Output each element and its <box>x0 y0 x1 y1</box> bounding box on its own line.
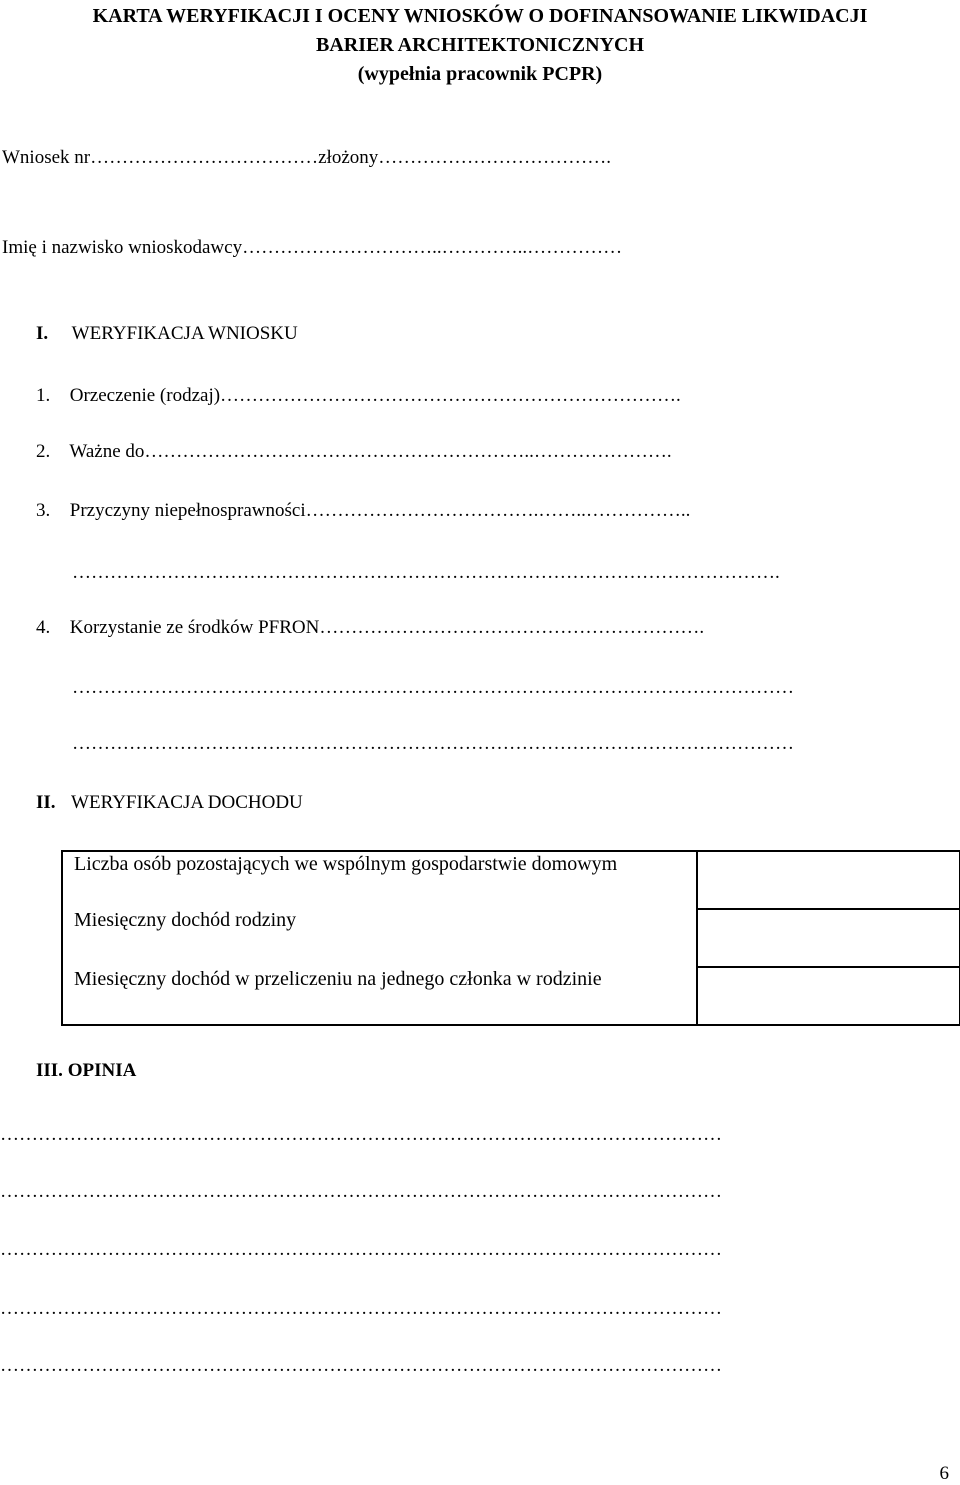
item-number: 3. <box>36 500 51 521</box>
application-number-field[interactable]: Wniosek nr………………………………złożony………………………………. <box>2 147 612 168</box>
item-number: 4. <box>36 617 51 638</box>
item-number: 1. <box>36 385 51 406</box>
item-wazne-do[interactable] <box>36 441 672 463</box>
household-count-value[interactable] <box>697 851 960 909</box>
title-line-3: (wypełnia pracownik PCPR) <box>357 63 603 85</box>
family-income-value[interactable] <box>697 909 960 967</box>
item-text: Korzystanie ze środków PFRON……………………………………………………. <box>69 617 705 638</box>
item-orzeczenie[interactable] <box>36 385 681 407</box>
section-2-title: WERYFIKACJA DOCHODU <box>71 792 303 813</box>
opinion-line-5[interactable]: …………………………………………………………………………………………………… <box>0 1355 722 1376</box>
family-income-label: Miesięczny dochód rodziny <box>62 909 697 967</box>
income-table <box>61 850 960 1026</box>
section-1-number: I. <box>36 323 49 344</box>
opinion-line-2[interactable]: …………………………………………………………………………………………………… <box>0 1181 722 1202</box>
section-2-heading <box>36 792 303 814</box>
applicant-name-field[interactable]: Imię i nazwisko wnioskodawcy…………………………..…………..…………… <box>2 237 623 258</box>
section-3-heading <box>36 1060 136 1082</box>
item-text: Orzeczenie (rodzaj)………………………………………………………………. <box>69 385 681 406</box>
item-przyczyny[interactable] <box>36 500 690 522</box>
section-2-number: II. <box>36 792 56 813</box>
table-row <box>62 851 960 909</box>
item-text: Przyczyny niepełnosprawności……………………………….……..…………….. <box>69 500 691 521</box>
section-1-heading <box>36 323 298 345</box>
section-3-number: III. <box>36 1060 63 1081</box>
opinion-line-4[interactable]: …………………………………………………………………………………………………… <box>0 1298 722 1319</box>
item-text: Ważne do……………………………………………………..…………………. <box>69 441 672 462</box>
section-3-title: OPINIA <box>67 1060 137 1081</box>
item-pfron-continuation-1[interactable]: …………………………………………………………………………………………………… <box>72 677 794 698</box>
item-number: 2. <box>36 441 51 462</box>
per-member-income-value[interactable] <box>697 967 960 1025</box>
table-row <box>62 967 960 1025</box>
item-pfron[interactable] <box>36 617 704 639</box>
title-line-1: KARTA WERYFIKACJI I OCENY WNIOSKÓW O DOFINANSOWANIE LIKWIDACJI <box>92 5 868 27</box>
item-przyczyny-continuation[interactable]: …………………………………………………………………………………………………. <box>72 562 780 583</box>
title-line-2: BARIER ARCHITEKTONICZNYCH <box>315 34 645 56</box>
document-title <box>0 2 960 89</box>
per-member-income-label: Miesięczny dochód w przeliczeniu na jednego członka w rodzinie <box>62 967 697 1025</box>
household-count-label: Liczba osób pozostających we wspólnym gospodarstwie domowym <box>62 851 697 909</box>
section-1-title: WERYFIKACJA WNIOSKU <box>71 323 298 344</box>
opinion-line-3[interactable]: …………………………………………………………………………………………………… <box>0 1239 722 1260</box>
opinion-line-1[interactable]: …………………………………………………………………………………………………… <box>0 1124 722 1145</box>
table-row <box>62 909 960 967</box>
item-pfron-continuation-2[interactable]: …………………………………………………………………………………………………… <box>72 733 794 754</box>
page-number: 6 <box>939 1463 949 1484</box>
